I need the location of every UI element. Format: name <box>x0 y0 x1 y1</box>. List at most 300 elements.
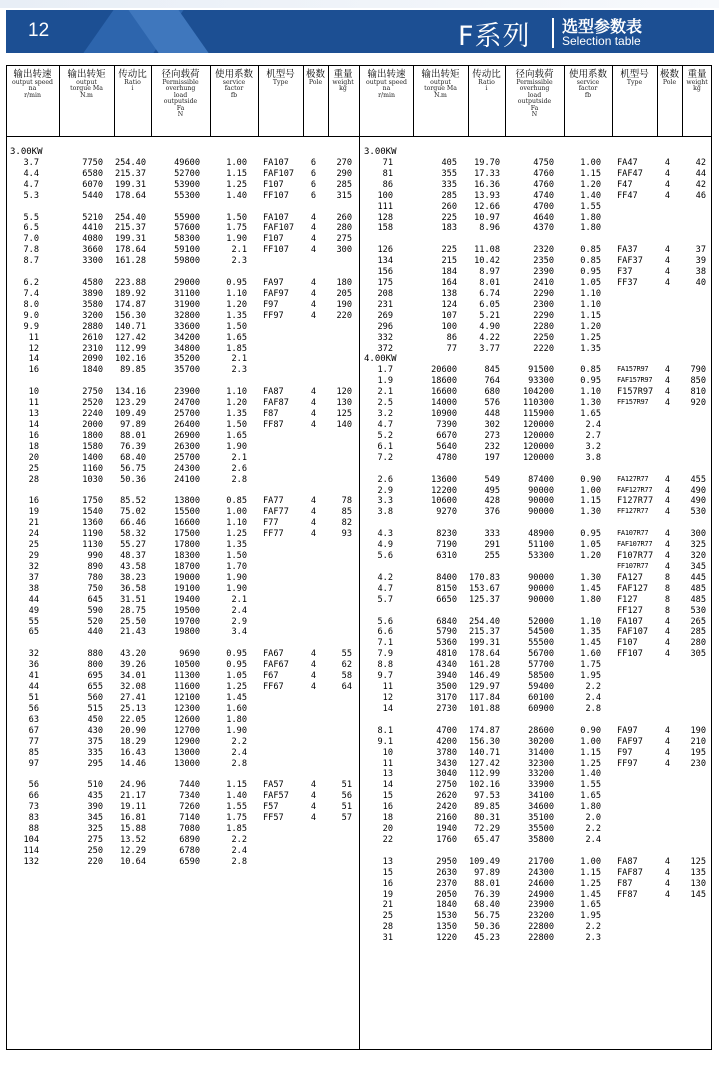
output-speed: 97 <box>28 758 39 769</box>
overhung-load: 12900 <box>174 736 200 747</box>
column-header <box>210 70 258 99</box>
overhung-load: 12700 <box>174 725 200 736</box>
column-header-cn: 输出转矩 <box>421 69 460 80</box>
service-factor: 1.00 <box>580 157 601 168</box>
ratio: 13.93 <box>474 190 500 201</box>
weight: 230 <box>690 758 706 769</box>
service-factor: 1.55 <box>226 802 247 813</box>
output-speed: 44 <box>28 682 39 693</box>
output-torque: 124 <box>441 299 457 310</box>
output-speed: 41 <box>28 671 39 682</box>
output-torque: 3580 <box>82 299 103 310</box>
ratio: 97.53 <box>474 791 500 802</box>
output-torque: 8230 <box>436 529 457 540</box>
output-speed: 114 <box>23 845 39 856</box>
type: FF97 <box>617 758 638 769</box>
ratio: 156.30 <box>114 310 146 321</box>
output-speed: 9.9 <box>23 321 39 332</box>
table-row <box>6 737 358 748</box>
ratio: 97.89 <box>474 867 500 878</box>
column-header-en: r/min <box>378 91 395 99</box>
output-torque: 6650 <box>436 594 457 605</box>
table-row <box>6 191 358 202</box>
overhung-load: 19400 <box>174 594 200 605</box>
output-speed: 28 <box>28 474 39 485</box>
overhung-load: 110300 <box>522 398 554 409</box>
pole: 6 <box>310 179 316 190</box>
column-header-en: N.m <box>80 91 93 99</box>
output-torque: 990 <box>87 551 103 562</box>
overhung-load: 120000 <box>522 430 554 441</box>
column-header-en: service <box>222 78 246 86</box>
type: FF107 <box>617 649 643 660</box>
type: FAF127R77 <box>617 485 653 494</box>
output-torque: 1030 <box>82 474 103 485</box>
table-row <box>6 595 358 606</box>
overhung-load: 7080 <box>179 824 200 835</box>
output-torque: 7190 <box>436 540 457 551</box>
service-factor: 1.00 <box>226 157 247 168</box>
column-header-cn: 径向载荷 <box>515 69 554 80</box>
weight: 42 <box>695 157 706 168</box>
output-torque: 430 <box>87 725 103 736</box>
service-factor: 0.95 <box>226 660 247 671</box>
table-row <box>6 354 358 365</box>
overhung-load: 120000 <box>522 420 554 430</box>
pole: 4 <box>664 551 670 562</box>
ratio: 20.90 <box>120 725 146 736</box>
overhung-load: 35100 <box>528 813 554 824</box>
type: F97 <box>617 747 633 758</box>
pole: 4 <box>310 682 316 693</box>
ratio: 161.28 <box>114 256 146 267</box>
ratio: 43.20 <box>120 649 146 660</box>
type: FF97 <box>263 310 284 321</box>
table-row <box>360 638 712 649</box>
overhung-load: 12100 <box>174 693 200 703</box>
output-speed: 11 <box>28 398 39 409</box>
pole: 4 <box>664 725 670 736</box>
service-factor: 1.25 <box>580 878 601 889</box>
table-row <box>6 835 358 846</box>
type: FAF87 <box>263 398 289 409</box>
column-divider <box>682 65 683 137</box>
output-speed: 56 <box>28 703 39 714</box>
weight: 57 <box>341 813 352 824</box>
service-factor: 2.1 <box>231 594 247 605</box>
overhung-load: 34100 <box>528 791 554 802</box>
ratio: 845 <box>484 365 500 376</box>
column-header-en: kg <box>693 85 701 93</box>
overhung-load: 7440 <box>179 780 200 791</box>
table-row <box>360 693 712 704</box>
output-speed: 83 <box>28 813 39 824</box>
column-header <box>59 70 114 99</box>
weight: 445 <box>690 572 706 583</box>
output-torque: 335 <box>441 179 457 190</box>
column-header-cn: 重量 <box>333 69 353 80</box>
ratio: 3.77 <box>479 343 500 354</box>
type: F37 <box>617 267 633 278</box>
pole: 4 <box>664 179 670 190</box>
overhung-load: 59400 <box>528 682 554 693</box>
pole: 4 <box>664 387 670 398</box>
output-torque: 590 <box>87 605 103 616</box>
type: F87 <box>617 878 633 889</box>
output-speed: 7.8 <box>23 245 39 256</box>
overhung-load: 22800 <box>528 933 554 944</box>
ratio: 85.52 <box>120 496 146 507</box>
service-factor: 1.95 <box>580 911 601 922</box>
output-speed: 38 <box>28 583 39 594</box>
table-row <box>360 376 712 387</box>
column-header-en: Fa <box>176 104 185 112</box>
title-separator <box>552 18 554 48</box>
table-row <box>360 278 712 289</box>
table-row <box>360 529 712 540</box>
output-torque: 5210 <box>82 212 103 223</box>
service-factor: 2.0 <box>585 813 601 824</box>
output-speed: 24 <box>28 529 39 540</box>
service-factor: 1.20 <box>226 398 247 409</box>
pole: 4 <box>310 310 316 321</box>
overhung-load: 24600 <box>528 878 554 889</box>
pole: 4 <box>664 168 670 179</box>
pole: 4 <box>310 409 316 420</box>
weight: 305 <box>690 649 706 660</box>
ratio: 117.84 <box>468 693 500 703</box>
output-torque: 9270 <box>436 507 457 518</box>
column-header-cn: 输出转速 <box>367 69 406 80</box>
table-row <box>360 704 712 715</box>
ratio: 10.64 <box>120 856 146 867</box>
ratio: 291 <box>484 540 500 551</box>
output-torque: 325 <box>87 824 103 835</box>
weight: 490 <box>690 496 706 507</box>
output-speed: 11 <box>382 758 393 769</box>
type: FAF97 <box>263 288 289 299</box>
output-torque: 2880 <box>82 321 103 332</box>
type: FA77 <box>263 496 284 507</box>
column-header-en: outputside <box>517 98 552 106</box>
type: F107 <box>617 638 638 649</box>
service-factor: 1.10 <box>226 518 247 529</box>
column-header-en: service <box>576 78 600 86</box>
column-header-en: torgue Ma <box>424 85 457 93</box>
output-torque: 2090 <box>82 354 103 365</box>
ratio: 50.36 <box>120 474 146 485</box>
overhung-load: 90000 <box>528 496 554 507</box>
column-divider <box>413 65 414 137</box>
output-torque: 7750 <box>82 157 103 168</box>
overhung-load: 2220 <box>533 343 554 354</box>
overhung-load: 31900 <box>174 299 200 310</box>
ratio: 109.49 <box>114 409 146 420</box>
service-factor: 1.35 <box>226 310 247 321</box>
service-factor: 1.35 <box>226 409 247 420</box>
output-torque: 6580 <box>82 168 103 179</box>
pole: 4 <box>664 867 670 878</box>
ratio: 680 <box>484 387 500 398</box>
type: FA97 <box>263 278 284 289</box>
ratio: 178.64 <box>468 649 500 660</box>
column-header-cn: 传动比 <box>472 69 501 80</box>
column-header-cn: 使用系数 <box>214 69 253 80</box>
table-row <box>360 573 712 584</box>
type: F107R77 <box>617 551 654 562</box>
overhung-load: 26900 <box>174 430 200 441</box>
output-torque: 8150 <box>436 583 457 594</box>
output-torque: 3940 <box>436 671 457 682</box>
weight: 810 <box>690 387 706 398</box>
table-row <box>6 759 358 770</box>
table-row <box>6 802 358 813</box>
table-row <box>6 540 358 551</box>
service-factor: 1.35 <box>580 627 601 638</box>
ratio: 75.02 <box>120 507 146 518</box>
overhung-load: 55900 <box>174 212 200 223</box>
ratio: 6.74 <box>479 288 500 299</box>
column-header-en: na <box>28 85 37 93</box>
service-factor: 1.90 <box>226 572 247 583</box>
table-row <box>6 387 358 398</box>
pole: 4 <box>310 813 316 824</box>
column-header-en: weight <box>332 78 354 86</box>
output-torque: 183 <box>441 223 457 234</box>
table-row <box>360 409 712 420</box>
service-factor: 1.35 <box>226 540 247 551</box>
ratio: 88.01 <box>120 430 146 441</box>
service-factor: 1.60 <box>580 649 601 660</box>
column-header-en: Pole <box>662 78 677 86</box>
output-speed: 5.7 <box>377 594 393 605</box>
type: FF107R77 <box>617 561 649 570</box>
service-factor: 1.65 <box>226 430 247 441</box>
service-factor: 1.15 <box>580 496 601 507</box>
overhung-load: 52700 <box>174 168 200 179</box>
table-row <box>360 496 712 507</box>
service-factor: 0.85 <box>580 256 601 267</box>
table-row <box>6 322 358 333</box>
output-torque: 6310 <box>436 551 457 562</box>
output-torque: 435 <box>87 791 103 802</box>
ratio: 24.96 <box>120 780 146 791</box>
selection-title-en: Selection table <box>562 34 641 48</box>
output-torque: 1350 <box>436 922 457 933</box>
column-header-en: output speed <box>11 78 54 86</box>
table-row <box>6 649 358 660</box>
output-speed: 5.6 <box>377 616 393 627</box>
service-factor: 1.00 <box>580 856 601 867</box>
ratio: 273 <box>484 430 500 441</box>
output-torque: 2420 <box>436 802 457 813</box>
column-header-cn: 传动比 <box>118 69 147 80</box>
column-divider <box>564 65 565 137</box>
weight: 180 <box>336 278 352 289</box>
service-factor: 1.30 <box>580 398 601 409</box>
output-speed: 6.2 <box>23 278 39 289</box>
table-row <box>6 726 358 737</box>
output-speed: 31 <box>382 933 393 944</box>
pole: 4 <box>664 485 670 496</box>
ratio: 125.37 <box>468 594 500 605</box>
service-factor: 1.65 <box>580 900 601 911</box>
service-factor: 3.2 <box>585 441 601 452</box>
weight: 44 <box>695 168 706 179</box>
column-header-en: kg <box>339 85 347 93</box>
pole: 4 <box>310 278 316 289</box>
pole: 4 <box>664 256 670 267</box>
column-header-en: output <box>430 78 451 86</box>
table-row <box>360 180 712 191</box>
table-row <box>360 442 712 453</box>
output-speed: 5.2 <box>377 430 393 441</box>
type: FA127R77 <box>617 474 649 483</box>
service-factor: 1.10 <box>226 288 247 299</box>
overhung-load: 2350 <box>533 256 554 267</box>
ratio: 215.37 <box>468 627 500 638</box>
output-torque: 14000 <box>431 398 457 409</box>
overhung-load: 35200 <box>174 354 200 365</box>
service-factor: 1.65 <box>226 332 247 343</box>
table-row <box>360 311 712 322</box>
pole: 4 <box>310 387 316 398</box>
service-factor: 2.8 <box>231 758 247 769</box>
output-torque: 18600 <box>431 376 457 387</box>
overhung-load: 24900 <box>528 889 554 900</box>
overhung-load: 18300 <box>174 551 200 562</box>
service-factor: 1.25 <box>226 529 247 540</box>
table-row <box>6 562 358 573</box>
table-row <box>6 813 358 824</box>
table-row <box>360 671 712 682</box>
type: FAF107 <box>263 168 295 179</box>
column-divider <box>612 65 613 137</box>
table-row <box>6 442 358 453</box>
table-row <box>360 922 712 933</box>
column-header-cn: 输出转矩 <box>67 69 106 80</box>
pole: 4 <box>664 267 670 278</box>
column-header-cn: 输出转速 <box>13 69 52 80</box>
pole: 4 <box>310 245 316 256</box>
column-header-cn: 重量 <box>687 69 707 80</box>
output-speed: 20 <box>28 452 39 463</box>
ratio: 161.28 <box>468 660 500 671</box>
overhung-load: 4700 <box>533 201 554 212</box>
service-factor: 1.15 <box>580 867 601 878</box>
output-speed: 4.7 <box>23 179 39 190</box>
table-row <box>360 245 712 256</box>
table-row <box>360 365 712 376</box>
service-factor: 1.20 <box>580 179 601 190</box>
output-torque: 10900 <box>431 409 457 420</box>
pole: 6 <box>310 157 316 168</box>
pole: 4 <box>310 288 316 299</box>
table-row <box>360 420 712 431</box>
service-factor: 1.20 <box>580 321 601 332</box>
service-factor: 1.85 <box>226 343 247 354</box>
table-row <box>360 475 712 486</box>
column-header-en: i <box>485 85 488 93</box>
service-factor: 1.70 <box>226 561 247 572</box>
overhung-load: 90000 <box>528 485 554 496</box>
output-torque: 250 <box>87 845 103 856</box>
service-factor: 2.4 <box>231 747 247 758</box>
ratio: 254.40 <box>114 212 146 223</box>
output-speed: 29 <box>28 551 39 562</box>
overhung-load: 33600 <box>174 321 200 332</box>
type: F77 <box>263 518 279 529</box>
output-torque: 2620 <box>436 791 457 802</box>
weight: 130 <box>690 878 706 889</box>
ratio: 156.30 <box>468 736 500 747</box>
service-factor: 1.45 <box>580 638 601 649</box>
column-header-en: N <box>531 111 538 119</box>
output-torque: 440 <box>87 627 103 638</box>
table-row <box>360 202 712 213</box>
service-factor: 1.10 <box>580 288 601 299</box>
column-header-en: na <box>382 85 391 93</box>
overhung-load: 29000 <box>174 278 200 289</box>
table-row <box>360 540 712 551</box>
ratio: 76.39 <box>120 441 146 452</box>
service-factor: 1.90 <box>226 725 247 736</box>
overhung-load: 12300 <box>174 703 200 714</box>
output-torque: 86 <box>446 332 457 343</box>
output-torque: 225 <box>441 212 457 223</box>
service-factor: 1.00 <box>580 485 601 496</box>
output-speed: 19 <box>382 889 393 900</box>
table-row <box>6 300 358 311</box>
overhung-load: 10500 <box>174 660 200 671</box>
output-speed: 21 <box>28 518 39 529</box>
pole: 4 <box>310 496 316 507</box>
output-speed: 13 <box>382 856 393 867</box>
overhung-load: 17800 <box>174 540 200 551</box>
column-divider <box>151 65 152 137</box>
output-speed: 5.5 <box>23 212 39 223</box>
type: FAF97 <box>617 736 643 747</box>
ratio: 38.23 <box>120 572 146 583</box>
output-torque: 1400 <box>82 452 103 463</box>
output-torque: 3500 <box>436 682 457 693</box>
overhung-load: 11600 <box>174 682 200 693</box>
output-speed: 16 <box>28 430 39 441</box>
output-speed: 65 <box>28 627 39 638</box>
service-factor: 1.35 <box>580 343 601 354</box>
overhung-load: 7260 <box>179 802 200 813</box>
overhung-load: 16600 <box>174 518 200 529</box>
overhung-load: 2280 <box>533 321 554 332</box>
output-speed: 7.9 <box>377 649 393 660</box>
column-header-en: N.m <box>434 91 447 99</box>
pole: 4 <box>664 398 670 409</box>
ratio: 15.88 <box>120 824 146 835</box>
service-factor: 0.95 <box>580 529 601 540</box>
ratio: 32.08 <box>120 682 146 693</box>
table-row <box>360 780 712 791</box>
column-header-cn: 极数 <box>659 69 679 80</box>
ratio: 19.70 <box>474 157 500 168</box>
overhung-load: 19800 <box>174 627 200 638</box>
column-header-en: output <box>76 78 97 86</box>
output-speed: 231 <box>377 299 393 310</box>
table-row <box>360 333 712 344</box>
output-speed: 36 <box>28 660 39 671</box>
weight: 140 <box>336 420 352 430</box>
service-factor: 1.05 <box>226 671 247 682</box>
output-torque: 880 <box>87 649 103 660</box>
